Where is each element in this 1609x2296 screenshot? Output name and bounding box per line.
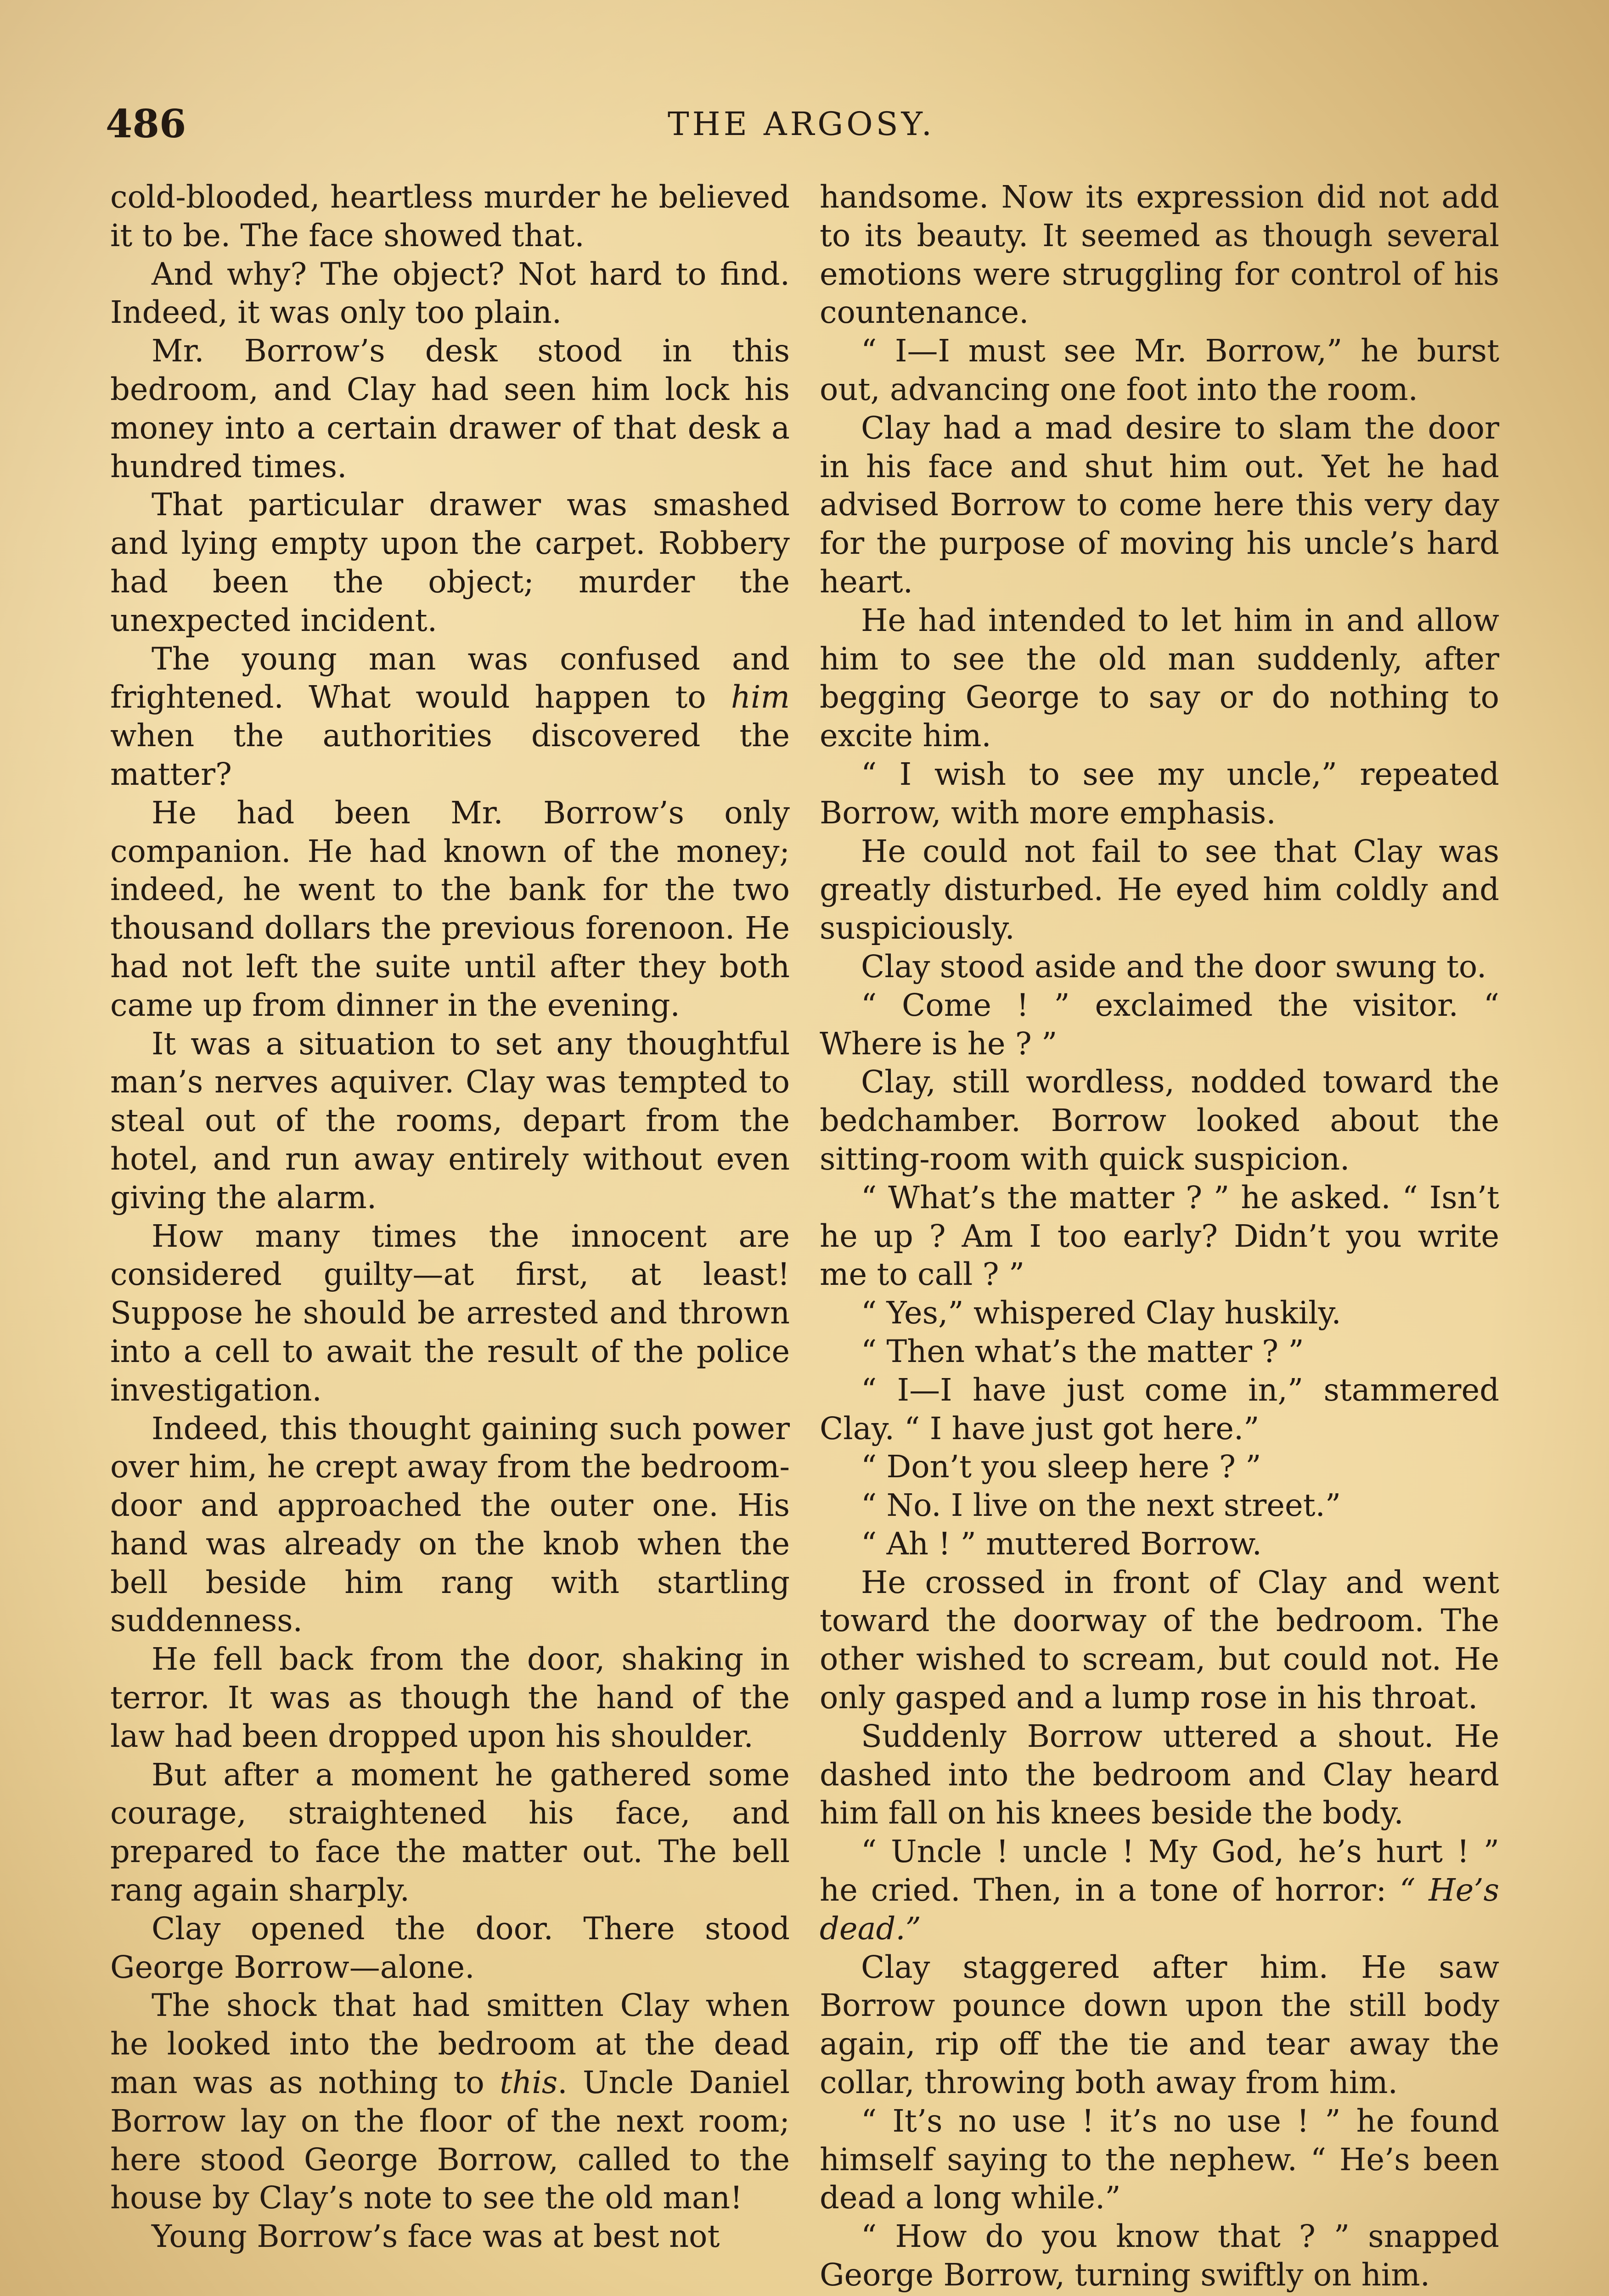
italic-text: “ He’s dead.” xyxy=(820,1872,1500,1947)
paragraph: And why? The object? Not hard to find. Indeed, it was only too plain. xyxy=(110,256,790,331)
running-head: THE ARGOSY. xyxy=(667,105,935,143)
paragraph: Clay had a mad desire to slam the door in his face and shut him out. Yet he had advised Borrow to come here this very day for the purpose of moving his uncle’s hard heart. xyxy=(820,410,1499,600)
paragraph: “ How do you know that ? ” snapped George Borrow, turning swiftly on him. xyxy=(820,2218,1499,2293)
paragraph: “ I—I must see Mr. Borrow,” he burst out, advancing one foot into the room. xyxy=(820,333,1499,407)
paragraph: It was a situation to set any thoughtful man’s nerves aquiver. Clay was tempted to steal out of the rooms, depart from the hotel, and run away entirely without even giving the alarm. xyxy=(110,1025,790,1216)
italic-text: this xyxy=(500,2065,558,2101)
left-column xyxy=(110,178,790,2256)
paragraph: Clay stood aside and the door swung to. xyxy=(861,948,1487,985)
paragraph: That particular drawer was smashed and lying empty upon the carpet. Robbery had been the object; murder the unexpected incident. xyxy=(110,487,790,638)
paragraph: How many times the innocent are considered guilty—at first, at least! Suppose he should be arrested and thrown into a cell to await the result of the police investigation. xyxy=(110,1218,790,1408)
paragraph: Mr. Borrow’s desk stood in this bedroom, and Clay had seen him lock his money into a certain drawer of that desk a hundred times. xyxy=(110,333,790,484)
page-number: 486 xyxy=(106,101,186,146)
paragraph: Indeed, this thought gaining such power over him, he crept away from the bedroom-door and approached the outer one. His hand was already on the knob when the bell beside him rang with startling suddenness. xyxy=(110,1410,790,1639)
paragraph: “ I—I have just come in,” stammered Clay. “ I have just got here.” xyxy=(820,1372,1499,1446)
paragraph xyxy=(110,1986,790,2217)
paragraph: He could not fail to see that Clay was greatly disturbed. He eyed him coldly and suspiciously. xyxy=(820,833,1499,946)
paragraph: But after a moment he gathered some courage, straightened his face, and prepared to face the matter out. The bell rang again sharply. xyxy=(110,1756,790,1908)
paragraph: He fell back from the door, shaking in terror. It was as though the hand of the law had been dropped upon his shoulder. xyxy=(110,1641,790,1754)
paragraph xyxy=(110,640,790,794)
text-run: when the authorities discovered the matter? xyxy=(110,718,790,792)
paragraph: Clay staggered after him. He saw Borrow pounce down upon the still body again, rip off the tie and tear away the collar, throwing both away from him. xyxy=(820,1949,1499,2101)
paragraph xyxy=(820,1833,1499,1948)
paragraph: He had been Mr. Borrow’s only companion. He had known of the money; indeed, he went to the bank for the two thousand dollars the previous forenoon. He had not left the suite until after they both came up from dinner in the evening. xyxy=(110,794,790,1023)
paragraph: “ Don’t you sleep here ? ” xyxy=(861,1449,1261,1485)
paragraph: handsome. Now its expression did not add to its beauty. It seemed as though several emotions were struggling for control of his countenance. xyxy=(820,179,1499,331)
paragraph: “ Ah ! ” muttered Borrow. xyxy=(861,1525,1262,1562)
paragraph: “ Then what’s the matter ? ” xyxy=(861,1333,1304,1369)
right-column xyxy=(820,178,1499,2295)
text-run: The young man was confused and frightened. What would happen to xyxy=(110,641,790,715)
paragraph: Clay opened the door. There stood George Borrow—alone. xyxy=(110,1910,790,1985)
paragraph: Suddenly Borrow uttered a shout. He dashed into the bedroom and Clay heard him fall on his knees beside the body. xyxy=(820,1718,1499,1831)
paragraph: He crossed in front of Clay and went toward the doorway of the bedroom. The other wished to scream, but could not. He only gasped and a lump rose in his throat. xyxy=(820,1564,1499,1716)
paragraph: Clay, still wordless, nodded toward the bedchamber. Borrow looked about the sitting-room with quick suspicion. xyxy=(820,1064,1499,1177)
paragraph: cold-blooded, heartless murder he believed it to be. The face showed that. xyxy=(110,179,790,253)
paragraph: “ It’s no use ! it’s no use ! ” he found himself saying to the nephew. “ He’s been dead a long while.” xyxy=(820,2103,1499,2216)
paragraph: “ What’s the matter ? ” he asked. “ Isn’t he up ? Am I too early? Didn’t you write me to call ? ” xyxy=(820,1179,1499,1293)
text-run: “ Uncle ! uncle ! My God, he’s hurt ! ” he cried. Then, in a tone of horror: xyxy=(820,1834,1499,1908)
paragraph: “ No. I live on the next street.” xyxy=(861,1487,1341,1524)
page-header xyxy=(106,99,1497,149)
text-run: . Uncle Daniel Borrow lay on the floor of the next room; here stood George Borrow, called to the house by Clay’s note to see the old man! xyxy=(110,2065,790,2216)
paragraph: “ I wish to see my uncle,” repeated Borrow, with more emphasis. xyxy=(820,756,1499,831)
paragraph: Young Borrow’s face was at best not xyxy=(152,2218,720,2255)
text-run: The shock that had smitten Clay when he looked into the bedroom at the dead man was as nothing to xyxy=(110,1987,790,2101)
italic-text: him xyxy=(731,679,790,715)
paragraph: He had intended to let him in and allow him to see the old man suddenly, after begging George to say or do nothing to excite him. xyxy=(820,602,1499,754)
paragraph: “ Come ! ” exclaimed the visitor. “ Where is he ? ” xyxy=(820,987,1499,1062)
paragraph: “ Yes,” whispered Clay huskily. xyxy=(861,1295,1341,1331)
